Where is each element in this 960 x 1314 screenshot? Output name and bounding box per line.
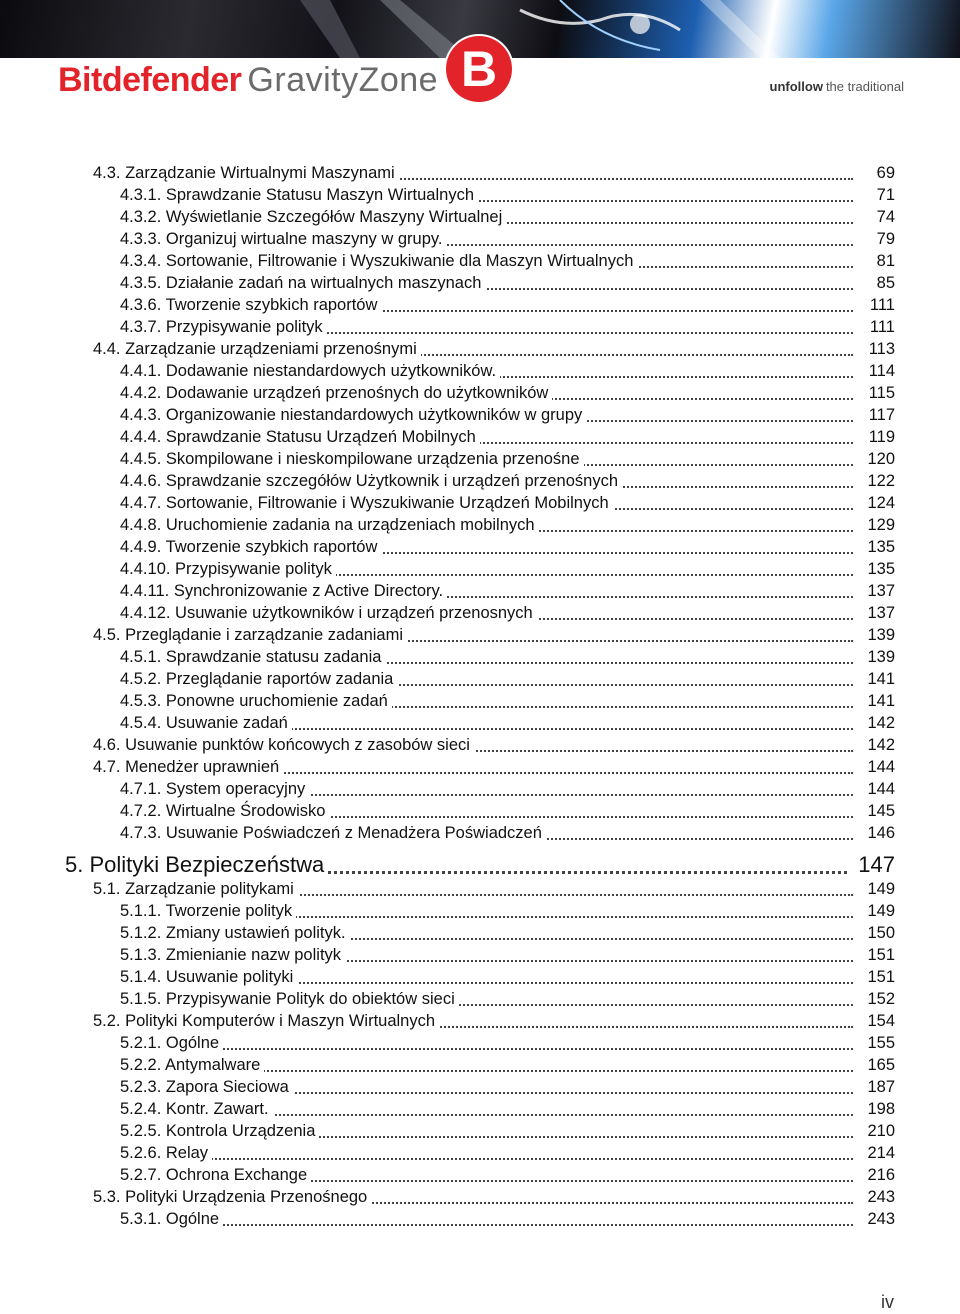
toc-entry-page: 135 (857, 558, 895, 580)
toc-entry-page: 216 (857, 1164, 895, 1186)
toc-entry[interactable] (120, 272, 895, 294)
toc-entry-label: 4.3.2. Wyświetlanie Szczegółów Maszyny Wirtualnej (120, 208, 506, 226)
toc-entry-page: 154 (857, 1010, 895, 1032)
toc-entry[interactable] (120, 294, 895, 316)
toc-entry-page: 152 (857, 988, 895, 1010)
toc-entry-page: 151 (857, 966, 895, 988)
toc-entry[interactable] (120, 668, 895, 690)
tagline-rest: the traditional (825, 79, 904, 94)
toc-entry-page: 81 (857, 250, 895, 272)
toc-entry-label: 4.7. Menedżer uprawnień (93, 758, 283, 776)
toc-entry[interactable] (120, 492, 895, 514)
toc-entry-label: 5.2.6. Relay (120, 1144, 212, 1162)
toc-entry-page: 137 (857, 602, 895, 624)
toc-entry-label: 4.5.4. Usuwanie zadań (120, 714, 292, 732)
toc-entry-label: 4.4.10. Przypisywanie polityk (120, 560, 336, 578)
toc-entry-label: 4.4.8. Uruchomienie zadania na urządzeniach mobilnych (120, 516, 539, 534)
toc-entry-label: 4.4.5. Skompilowane i nieskompilowane urządzenia przenośne (120, 450, 584, 468)
toc-leader-dots (120, 1224, 853, 1226)
toc-entry-label: 4.5.1. Sprawdzanie statusu zadania (120, 648, 385, 666)
logo-letter: B (460, 41, 498, 97)
toc-entry[interactable] (120, 360, 895, 382)
toc-entry[interactable] (93, 756, 895, 778)
toc-entry-page: 79 (857, 228, 895, 250)
toc-leader-dots (120, 1048, 853, 1050)
toc-entry[interactable] (120, 580, 895, 602)
toc-entry-page: 115 (857, 382, 895, 404)
toc-entry-label: 5.3.1. Ogólne (120, 1210, 223, 1228)
toc-entry[interactable] (93, 624, 895, 646)
toc-entry[interactable] (120, 602, 895, 624)
toc-entry-label: 4.4.4. Sprawdzanie Statusu Urządzeń Mobilnych (120, 428, 480, 446)
toc-entry-label: 4.5.2. Przeglądanie raportów zadania (120, 670, 397, 688)
toc-entry-page: 129 (857, 514, 895, 536)
toc-entry[interactable] (93, 1010, 895, 1032)
toc-entry[interactable] (120, 822, 895, 844)
toc-entry-label: 5.2. Polityki Komputerów i Maszyn Wirtualnych (93, 1012, 439, 1030)
toc-entry-page: 124 (857, 492, 895, 514)
toc-entry[interactable] (120, 1120, 895, 1142)
toc-entry-label: 4.5. Przeglądanie i zarządzanie zadaniami (93, 626, 407, 644)
toc-entry-page: 139 (857, 646, 895, 668)
toc-entry-page: 144 (857, 756, 895, 778)
toc-entry-page: 114 (857, 360, 895, 382)
bitdefender-logo (446, 36, 512, 102)
toc-entry[interactable] (65, 850, 895, 880)
toc-entry-label: 4.7.2. Wirtualne Środowisko (120, 802, 329, 820)
toc-entry[interactable] (120, 558, 895, 580)
page-number: iv (881, 1292, 894, 1312)
toc-entry-page: 135 (857, 536, 895, 558)
toc-entry-label: 4.4.6. Sprawdzanie szczegółów Użytkownik i urządzeń przenośnych (120, 472, 622, 490)
toc-entry-page: 71 (857, 184, 895, 206)
toc-entry-label: 4.7.1. System operacyjny (120, 780, 309, 798)
toc-entry[interactable] (120, 900, 895, 922)
toc-entry[interactable] (93, 162, 895, 184)
toc-entry[interactable] (120, 944, 895, 966)
toc-entry-page: 149 (857, 900, 895, 922)
product-name: GravityZone (247, 61, 439, 99)
toc-entry-label: 5.1.2. Zmiany ustawień polityk. (120, 924, 350, 942)
toc-entry[interactable] (120, 536, 895, 558)
toc-entry-label: 4.6. Usuwanie punktów końcowych z zasobów sieci (93, 736, 474, 754)
toc-entry-page: 85 (857, 272, 895, 294)
toc-entry-label: 5.1.4. Usuwanie polityki (120, 968, 297, 986)
toc-entry[interactable] (120, 1098, 895, 1120)
toc-entry[interactable] (120, 1164, 895, 1186)
toc-entry-page: 243 (857, 1186, 895, 1208)
toc-entry-label: 5.3. Polityki Urządzenia Przenośnego (93, 1188, 371, 1206)
toc-entry-label: 5.2.2. Antymalware (120, 1056, 264, 1074)
brand-wordmark (58, 60, 438, 100)
toc-entry-page: 210 (857, 1120, 895, 1142)
toc-entry[interactable] (120, 712, 895, 734)
toc-entry-page: 137 (857, 580, 895, 602)
toc-entry-page: 111 (857, 294, 895, 316)
toc-entry-page: 147 (851, 850, 895, 880)
toc-entry-label: 4.3.4. Sortowanie, Filtrowanie i Wyszukiwanie dla Maszyn Wirtualnych (120, 252, 637, 270)
toc-entry-label: 5.1.1. Tworzenie polityk (120, 902, 296, 920)
toc-entry[interactable] (120, 1142, 895, 1164)
toc-entry-page: 113 (857, 338, 895, 360)
toc-entry-page: 142 (857, 712, 895, 734)
toc-entry-page: 139 (857, 624, 895, 646)
toc-entry-label: 4.3.7. Przypisywanie polityk (120, 318, 327, 336)
toc-entry-label: 5.1.5. Przypisywanie Polityk do obiektów sieci (120, 990, 459, 1008)
toc-entry-label: 5.1. Zarządzanie politykami (93, 880, 298, 898)
toc-entry[interactable] (120, 426, 895, 448)
toc-entry-label: 4.3. Zarządzanie Wirtualnymi Maszynami (93, 164, 399, 182)
toc-entry-page: 155 (857, 1032, 895, 1054)
toc-entry[interactable] (120, 778, 895, 800)
toc-entry-label: 4.4.2. Dodawanie urządzeń przenośnych do użytkowników (120, 384, 552, 402)
toc-entry-page: 243 (857, 1208, 895, 1230)
toc-entry[interactable] (120, 206, 895, 228)
toc-entry-page: 141 (857, 690, 895, 712)
toc-entry-page: 198 (857, 1098, 895, 1120)
toc-entry[interactable] (120, 316, 895, 338)
toc-entry-label: 5.2.3. Zapora Sieciowa (120, 1078, 293, 1096)
toc-entry-label: 4.4.3. Organizowanie niestandardowych użytkowników w grupy (120, 406, 586, 424)
toc-entry[interactable] (120, 514, 895, 536)
toc-entry-page: 151 (857, 944, 895, 966)
toc-entry-label: 4.4.11. Synchronizowanie z Active Directory. (120, 582, 447, 600)
toc-entry-page: 146 (857, 822, 895, 844)
toc-entry[interactable] (93, 734, 895, 756)
toc-entry[interactable] (120, 448, 895, 470)
toc-entry-page: 74 (857, 206, 895, 228)
toc-entry-label: 4.3.3. Organizuj wirtualne maszyny w grupy. (120, 230, 447, 248)
toc-entry[interactable] (120, 470, 895, 492)
toc-entry-page: 165 (857, 1054, 895, 1076)
toc-entry-page: 187 (857, 1076, 895, 1098)
toc-entry-label: 5.2.4. Kontr. Zawart. (120, 1100, 273, 1118)
toc-entry[interactable] (120, 228, 895, 250)
toc-entry[interactable] (120, 966, 895, 988)
toc-entry-label: 4.4.9. Tworzenie szybkich raportów (120, 538, 381, 556)
toc-entry-page: 214 (857, 1142, 895, 1164)
toc-entry[interactable] (120, 646, 895, 668)
brand-name: Bitdefender (58, 61, 242, 99)
toc-entry[interactable] (120, 800, 895, 822)
toc-entry[interactable] (120, 922, 895, 944)
toc-entry-label: 4.5.3. Ponowne uruchomienie zadań (120, 692, 392, 710)
toc-entry[interactable] (93, 338, 895, 360)
toc-entry[interactable] (93, 878, 895, 900)
toc-entry-label: 4.3.6. Tworzenie szybkich raportów (120, 296, 381, 314)
toc-entry-label: 4.3.5. Działanie zadań na wirtualnych maszynach (120, 274, 485, 292)
toc-entry[interactable] (120, 1054, 895, 1076)
toc-entry-page: 120 (857, 448, 895, 470)
toc-entry-page: 149 (857, 878, 895, 900)
toc-entry-label: 5.1.3. Zmienianie nazw polityk (120, 946, 345, 964)
toc-entry[interactable] (120, 1032, 895, 1054)
toc-entry[interactable] (120, 1208, 895, 1230)
toc-entry-page: 144 (857, 778, 895, 800)
toc-entry-label: 5.2.5. Kontrola Urządzenia (120, 1122, 319, 1140)
toc-entry-label: 4.4.12. Usuwanie użytkowników i urządzeń przenosnych (120, 604, 537, 622)
tagline-bold: unfollow (769, 79, 823, 94)
toc-entry[interactable] (120, 690, 895, 712)
toc-entry-page: 111 (857, 316, 895, 338)
toc-entry-label: 4.7.3. Usuwanie Poświadczeń z Menadżera Poświadczeń (120, 824, 546, 842)
toc-entry[interactable] (120, 184, 895, 206)
toc-entry-page: 150 (857, 922, 895, 944)
toc-entry[interactable] (120, 404, 895, 426)
toc-entry-page: 117 (857, 404, 895, 426)
tagline (770, 79, 905, 94)
toc-entry-label: 4.4. Zarządzanie urządzeniami przenośnymi (93, 340, 421, 358)
toc-entry-label: 4.4.7. Sortowanie, Filtrowanie i Wyszukiwanie Urządzeń Mobilnych (120, 494, 613, 512)
toc-entry[interactable] (120, 988, 895, 1010)
toc-entry-page: 122 (857, 470, 895, 492)
toc-entry-label: 5. Polityki Bezpieczeństwa (65, 852, 328, 877)
toc-entry-page: 69 (857, 162, 895, 184)
toc-entry-page: 141 (857, 668, 895, 690)
toc-entry-page: 142 (857, 734, 895, 756)
toc-entry-label: 5.2.7. Ochrona Exchange (120, 1166, 311, 1184)
toc-entry-label: 5.2.1. Ogólne (120, 1034, 223, 1052)
toc-entry[interactable] (93, 1186, 895, 1208)
toc-entry[interactable] (120, 382, 895, 404)
toc-entry-label: 4.3.1. Sprawdzanie Statusu Maszyn Wirtualnych (120, 186, 478, 204)
toc-entry-page: 145 (857, 800, 895, 822)
toc-entry-label: 4.4.1. Dodawanie niestandardowych użytkowników. (120, 362, 500, 380)
toc-entry-page: 119 (857, 426, 895, 448)
toc-leader-dots (120, 1158, 853, 1160)
toc-entry[interactable] (120, 250, 895, 272)
toc-entry[interactable] (120, 1076, 895, 1098)
